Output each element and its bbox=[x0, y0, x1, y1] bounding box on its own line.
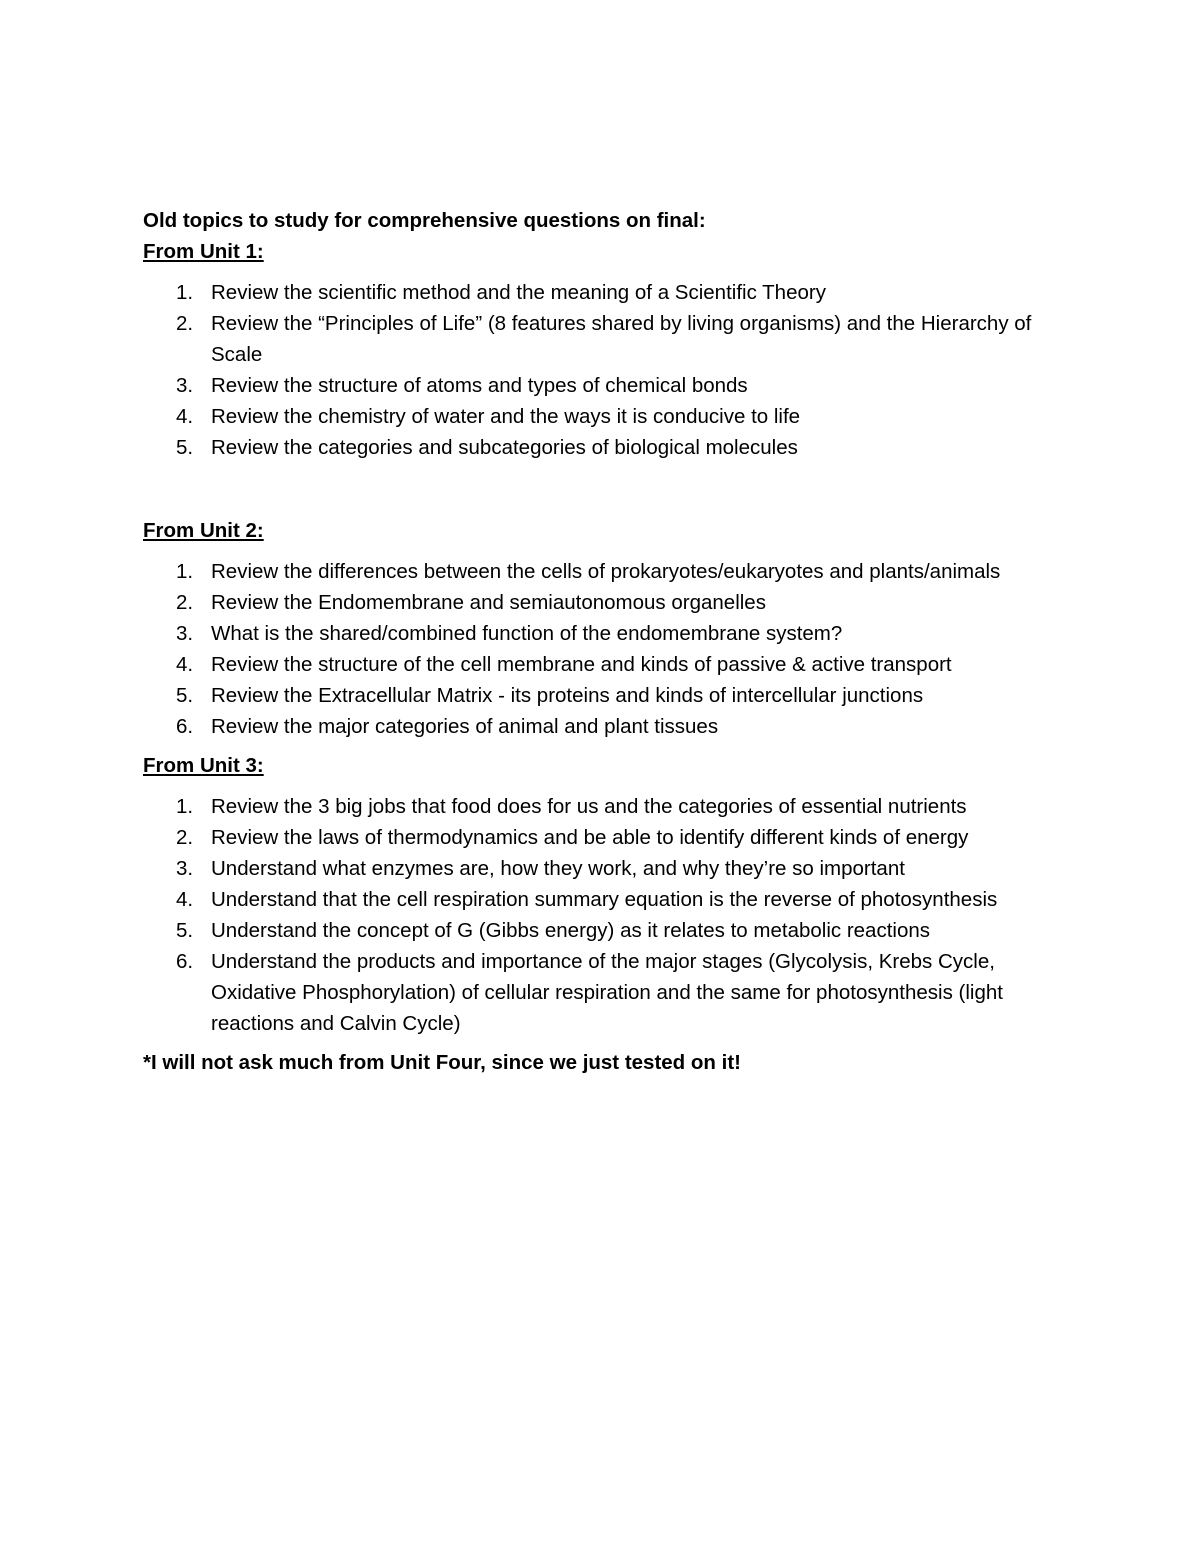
list-item bbox=[143, 649, 1073, 680]
list-item-text: Review the structure of atoms and types of chemical bonds bbox=[211, 374, 748, 397]
document-title: Old topics to study for comprehensive questions on final: bbox=[143, 209, 706, 232]
unit-3-heading: From Unit 3: bbox=[143, 754, 264, 777]
list-number: 3. bbox=[176, 857, 194, 880]
list-number: 5. bbox=[176, 436, 194, 459]
list-item-text: Review the chemistry of water and the ways it is conducive to life bbox=[211, 405, 801, 428]
list-item bbox=[143, 587, 1073, 618]
list-item bbox=[143, 308, 1073, 370]
list-number: 2. bbox=[176, 826, 194, 849]
list-number: 1. bbox=[176, 795, 194, 818]
unit-2-heading: From Unit 2: bbox=[143, 519, 264, 542]
list-number: 1. bbox=[176, 281, 194, 304]
list-number: 1. bbox=[176, 560, 194, 583]
unit-1-heading: From Unit 1: bbox=[143, 240, 264, 263]
list-item bbox=[143, 618, 1073, 649]
list-number: 5. bbox=[176, 919, 194, 942]
list-item bbox=[143, 791, 1073, 822]
list-item bbox=[143, 853, 1073, 884]
list-number: 6. bbox=[176, 715, 194, 738]
unit-3-list bbox=[143, 791, 1073, 1039]
list-number: 3. bbox=[176, 374, 194, 397]
document-content bbox=[143, 205, 1073, 1078]
list-item bbox=[143, 884, 1073, 915]
list-item-text: What is the shared/combined function of the endomembrane system? bbox=[211, 622, 843, 645]
list-number: 5. bbox=[176, 684, 194, 707]
list-item-text: Review the Endomembrane and semiautonomous organelles bbox=[211, 591, 766, 614]
list-item-text: Review the laws of thermodynamics and be able to identify different kinds of energy bbox=[211, 826, 969, 849]
final-note: *I will not ask much from Unit Four, since we just tested on it! bbox=[143, 1051, 741, 1074]
list-number: 2. bbox=[176, 312, 194, 335]
list-item bbox=[143, 432, 1073, 463]
unit-2-list bbox=[143, 556, 1073, 742]
list-item-text: Review the 3 big jobs that food does for us and the categories of essential nutrients bbox=[211, 795, 967, 818]
list-item-text: Review the Extracellular Matrix - its proteins and kinds of intercellular junctions bbox=[211, 684, 924, 707]
list-item bbox=[143, 370, 1073, 401]
list-item-text: Understand what enzymes are, how they work, and why they’re so important bbox=[211, 857, 905, 880]
unit-1-list bbox=[143, 277, 1073, 463]
list-item bbox=[143, 277, 1073, 308]
list-item-text: Review the structure of the cell membrane and kinds of passive & active transport bbox=[211, 653, 952, 676]
list-item-text: Review the differences between the cells of prokaryotes/eukaryotes and plants/animals bbox=[211, 560, 1001, 583]
list-item bbox=[143, 822, 1073, 853]
list-number: 6. bbox=[176, 950, 194, 973]
list-item bbox=[143, 680, 1073, 711]
list-item-text: Review the major categories of animal and plant tissues bbox=[211, 715, 719, 738]
list-item bbox=[143, 946, 1073, 1039]
list-item-text: Understand that the cell respiration summary equation is the reverse of photosynthesis bbox=[211, 888, 998, 911]
list-number: 4. bbox=[176, 405, 194, 428]
list-item-text: Review the “Principles of Life” (8 features shared by living organisms) and the Hierarchy of Scale bbox=[211, 312, 1032, 366]
list-number: 4. bbox=[176, 653, 194, 676]
list-item-text: Understand the products and importance of the major stages (Glycolysis, Krebs Cycle, Oxidative Phosphorylation) of cellular respiration and the same for photosynthesis (light reactions and Calvin Cycle) bbox=[211, 950, 1003, 1035]
list-item-text: Understand the concept of G (Gibbs energy) as it relates to metabolic reactions bbox=[211, 919, 931, 942]
list-item bbox=[143, 915, 1073, 946]
list-number: 4. bbox=[176, 888, 194, 911]
list-item-text: Review the scientific method and the meaning of a Scientific Theory bbox=[211, 281, 826, 304]
list-item bbox=[143, 556, 1073, 587]
list-item bbox=[143, 401, 1073, 432]
list-item bbox=[143, 711, 1073, 742]
list-number: 3. bbox=[176, 622, 194, 645]
list-number: 2. bbox=[176, 591, 194, 614]
list-item-text: Review the categories and subcategories of biological molecules bbox=[211, 436, 798, 459]
